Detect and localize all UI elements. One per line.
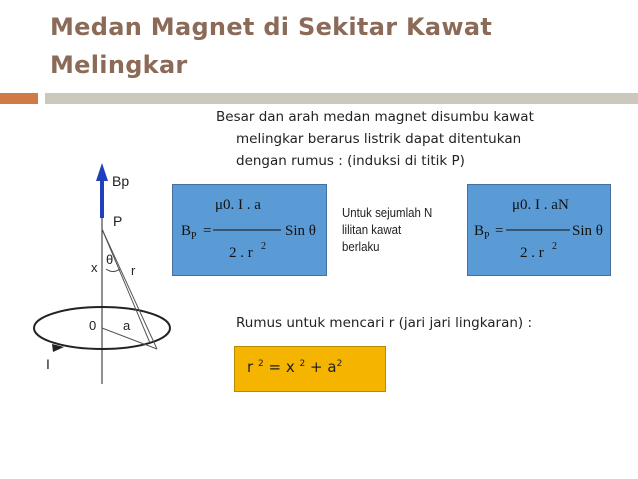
- r-sup: 2: [257, 359, 264, 369]
- p-label: P: [113, 213, 123, 229]
- r-var: r: [247, 358, 254, 376]
- formula-denominator: 2 . r: [520, 245, 544, 261]
- formula-lhs: B: [474, 223, 485, 239]
- formula-lhs: B: [181, 223, 192, 239]
- formula-den-sup: 2: [261, 241, 266, 252]
- n-turns-note: [342, 204, 448, 255]
- plus-sign: +: [310, 358, 323, 376]
- formula-n-turns: [468, 185, 610, 275]
- theta-arc: [106, 269, 120, 272]
- x-sup: 2: [299, 359, 306, 369]
- theta-label: θ: [106, 252, 114, 267]
- x-var: x: [285, 358, 295, 376]
- description-line: dengan rumus : (induksi di titik P): [236, 153, 465, 169]
- formula-eq: =: [495, 223, 504, 239]
- center-label: 0: [89, 318, 97, 333]
- formula-numerator: μ0. I . aN: [512, 197, 569, 213]
- formula-den-sup: 2: [552, 241, 557, 252]
- a-label: a: [123, 318, 131, 333]
- page-title: Medan Magnet di Sekitar Kawat Melingkar: [50, 13, 493, 79]
- r-formula: [247, 358, 342, 376]
- formula-lhs-sub: P: [484, 231, 490, 242]
- formula-trig: Sin θ: [572, 223, 603, 239]
- r-eq: =: [268, 358, 282, 376]
- bp-arrow-head: [96, 163, 108, 181]
- r-formula-box: [234, 346, 386, 392]
- formula-box-single-loop: [172, 184, 327, 276]
- formula-denominator: 2 . r: [229, 245, 253, 261]
- formula-box-n-turns: [467, 184, 611, 276]
- current-label: I: [46, 356, 50, 372]
- bp-label: Bp: [112, 173, 130, 189]
- description-line: melingkar berarus listrik dapat ditentukan: [236, 131, 522, 147]
- formula-single-loop: [173, 185, 326, 275]
- description-line: Besar dan arah medan magnet disumbu kawat: [216, 109, 534, 125]
- note-line: lilitan kawat: [342, 222, 402, 237]
- formula-trig: Sin θ: [285, 223, 316, 239]
- formula-numerator: μ0. I . a: [215, 197, 261, 213]
- a-sup: 2: [336, 359, 343, 369]
- a-var: a: [327, 358, 337, 376]
- x-label: x: [91, 260, 98, 275]
- note-line: Untuk sejumlah N: [342, 205, 433, 220]
- note-line: berlaku: [342, 239, 380, 254]
- formula-eq: =: [203, 223, 212, 239]
- formula-lhs-sub: P: [191, 231, 197, 242]
- r-formula-intro: Rumus untuk mencari r (jari jari lingkaran) :: [236, 315, 533, 331]
- r-label: r: [131, 263, 136, 278]
